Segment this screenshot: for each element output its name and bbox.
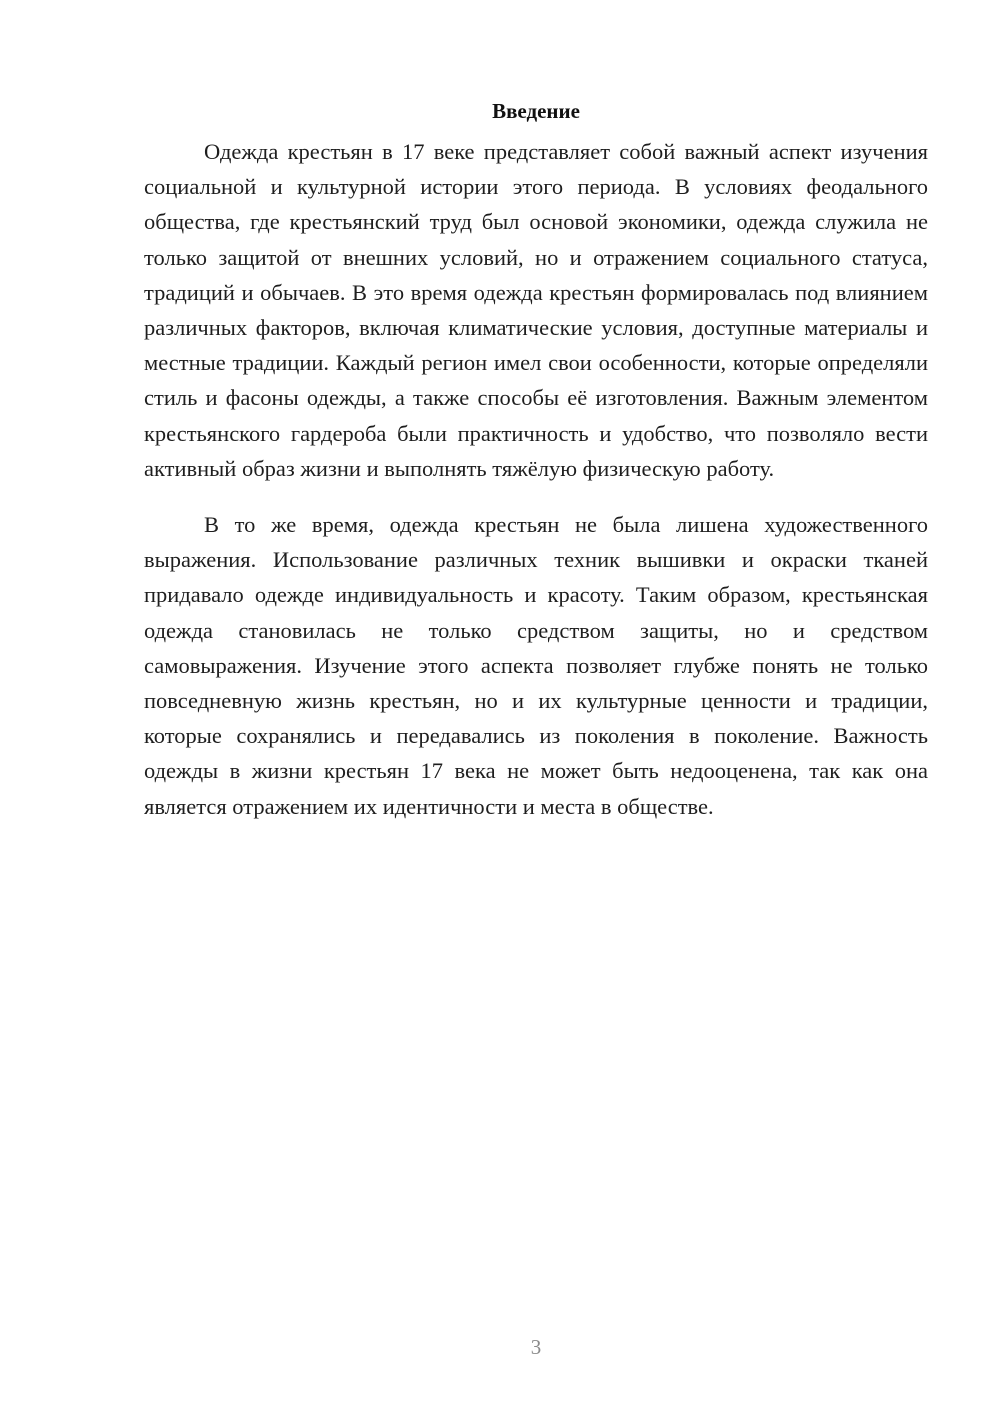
page-number: 3 <box>530 1335 542 1359</box>
paragraph-2: В то же время, одежда крестьян не была лишена художественного выражения. Использование различных техник вышивки и окраски тканей придавало одежде индивидуальность и красоту. Таким образом, крестьянская одежда становилась не только средством защиты, но и средством самовыражения. Изучение этого аспекта позволяет глубже понять не только повседневную жизнь крестьян, но и их культурные ценности и традиции, которые сохранялись и передавались из поколения в поколение. Важность одежды в жизни крестьян 17 века не может быть недооценена, так как она является отражением их идентичности и места в обществе. <box>144 512 928 819</box>
section-title: Введение <box>492 99 580 123</box>
paragraph-1: Одежда крестьян в 17 веке представляет собой важный аспект изучения социальной и культурной истории этого периода. В условиях феодального общества, где крестьянский труд был основой экономики, одежда служила не только защитой от внешних условий, но и отражением социального статуса, традиций и обычаев. В это время одежда крестьян формировалась под влиянием различных факторов, включая климатические условия, доступные материалы и местные традиции. Каждый регион имел свои особенности, которые определяли стиль и фасоны одежды, а также способы её изготовления. Важным элементом крестьянского гардероба были практичность и удобство, что позволяло вести активный образ жизни и выполнять тяжёлую физическую работу. <box>144 139 928 481</box>
document-body <box>144 96 928 824</box>
